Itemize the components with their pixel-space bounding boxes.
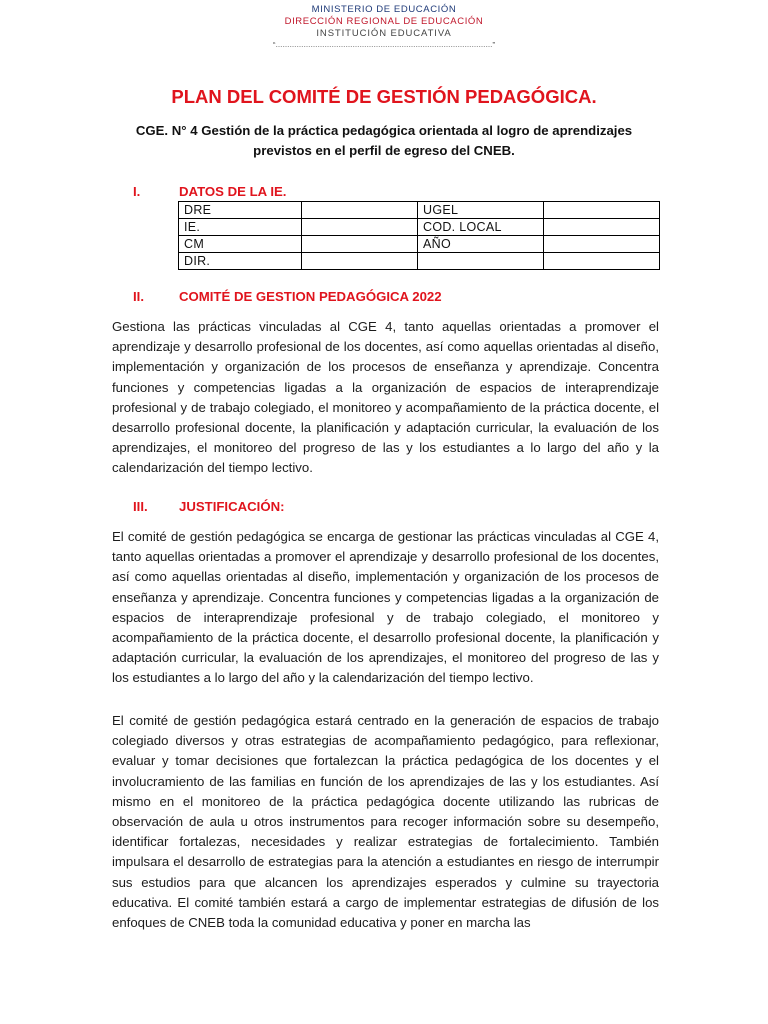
institution-label: INSTITUCIÓN EDUCATIVA (316, 28, 452, 39)
table-cell (418, 253, 544, 270)
table-cell: IE. (179, 219, 302, 236)
table-row (179, 202, 660, 219)
section-heading-datos (133, 184, 286, 199)
table-cell (544, 236, 660, 253)
ministry-label: MINISTERIO DE EDUCACIÓN (311, 4, 457, 15)
paragraph-justificacion-1: El comité de gestión pedagógica se encarga de gestionar las prácticas vinculadas al CGE 4, tanto aquellas orientadas a promover el aprendizaje y desarrollo profesional de los docentes, así como aquellas orientadas al diseño, implementación y organización de los procesos de enseñanza y aprendizaje. Concentra funciones y competencias ligadas a la organización de espacios de interaprendizaje profesional y de trabajo colegiado, el monitoreo y acompañamiento de la práctica docente, el desarrollo profesional docente, la planificación y adaptación curricular, la evaluación de los aprendizajes, el monitoreo del progreso de las y los estudiantes a lo largo del año y la calendarización del tiempo lectivo. (112, 529, 659, 686)
section-title: DATOS DE LA IE. (179, 184, 287, 199)
letterhead (0, 4, 768, 51)
table-row (179, 253, 660, 270)
table-cell (544, 202, 660, 219)
table-row (179, 219, 660, 236)
institution-name-placeholder: “…………………………………………………………………………………” (273, 42, 495, 49)
paragraph-comite: Gestiona las prácticas vinculadas al CGE 4, tanto aquellas orientadas a promover el aprendizaje y desarrollo profesional de los docentes, así como aquellas orientadas al diseño, implementación y organización de los procesos de enseñanza y aprendizaje. Concentra funciones y competencias ligadas a la organización de espacios de interaprendizaje profesional y de trabajo colegiado, el monitoreo y acompañamiento de la práctica docente, el desarrollo profesional docente, la planificación y adaptación curricular, la evaluación de los aprendizajes, el monitoreo del progreso de las y los estudiantes a lo largo del año y la calendarización del tiempo lectivo. (112, 319, 659, 476)
section-number: II. (133, 289, 144, 304)
section-number: III. (133, 499, 148, 514)
section-title: COMITÉ DE GESTION PEDAGÓGICA 2022 (179, 289, 442, 304)
table-cell (302, 253, 418, 270)
table-cell: UGEL (418, 202, 544, 219)
table-cell (544, 219, 660, 236)
table-cell (302, 219, 418, 236)
table-cell: COD. LOCAL (418, 219, 544, 236)
table-cell: DRE (179, 202, 302, 219)
table-cell (544, 253, 660, 270)
ie-data-table (178, 201, 660, 270)
table-cell (302, 236, 418, 253)
table-row (179, 236, 660, 253)
section-number: I. (133, 184, 141, 199)
document-subtitle: CGE. N° 4 Gestión de la práctica pedagógica orientada al logro de aprendizajes previstos en el perfil de egreso del CNEB. (135, 123, 633, 158)
section-heading-justificacion (133, 499, 285, 514)
table-cell: AÑO (418, 236, 544, 253)
table-cell: DIR. (179, 253, 302, 270)
regional-direction-label: DIRECCIÓN REGIONAL DE EDUCACIÓN (284, 16, 484, 27)
table-cell (302, 202, 418, 219)
section-heading-comite (133, 289, 442, 304)
section-title: JUSTIFICACIÓN: (179, 499, 285, 514)
paragraph-justificacion-2: El comité de gestión pedagógica estará centrado en la generación de espacios de trabajo colegiado diversos y otras estrategias de acompañamiento pedagógico, para reflexionar, evaluar y tomar decisiones que fortalezcan la práctica pedagógica de los docentes y el involucramiento de las familias en función de los aprendizajes de las y los estudiantes. Así mismo en el monitoreo de la práctica pedagógica docente utilizando las rubricas de observación de aula u otros instrumentos para recoger información sobre su desempeño, identificar fortalezas, necesidades y realizar estrategias de fortalecimiento. También impulsara el desarrollo de estrategias para la atención a estudiantes en riesgo de interrumpir sus estudios para que alcancen los aprendizajes esperados y culmine su trayectoria educativa. El comité también estará a cargo de implementar estrategias de difusión de los enfoques de CNEB toda la comunidad educativa y poner en marcha las (112, 713, 659, 931)
table-cell: CM (179, 236, 302, 253)
document-title: PLAN DEL COMITÉ DE GESTIÓN PEDAGÓGICA. (171, 86, 597, 107)
